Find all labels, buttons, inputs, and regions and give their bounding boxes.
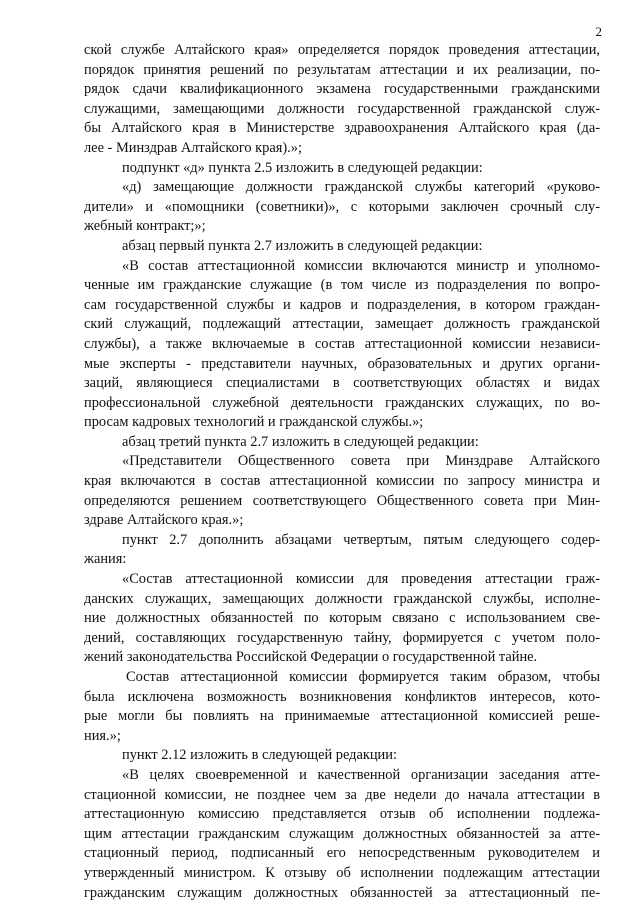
text-line: гражданским служащим должностных обязанностей за аттестационный пе- — [84, 884, 600, 901]
text-line: жений законодательства Российской Федерации о государственной тайне. — [84, 649, 538, 666]
text-line: определяются решением соответствующего Общественного совета при Мин- — [84, 492, 600, 509]
text-line: служащими, замещающими должности государственной гражданской служ- — [84, 100, 600, 117]
text-line: «Представители Общественного совета при Минздраве Алтайского — [122, 453, 600, 470]
text-line: здраве Алтайского края.»; — [84, 512, 244, 529]
text-line: жания: — [84, 551, 127, 568]
text-line: просам кадровых технологий и гражданской службы.»; — [84, 414, 424, 431]
text-line: бы Алтайского края в Министерстве здравоохранения Алтайского края (да- — [84, 120, 600, 137]
text-line: ченные им гражданские служащие (в том числе из подразделения по вопро- — [84, 277, 600, 294]
text-line: аттестационную комиссию представляется отзыв об исполнении подлежа- — [84, 806, 600, 823]
text-line: жебный контракт;»; — [84, 218, 206, 235]
text-line: ние должностных обязанностей по которым связано с использованием све- — [84, 610, 600, 627]
text-line: дений, составляющих государственную тайну, формируется с учетом поло- — [84, 629, 600, 646]
text-line: службы), а также включаемые в состав аттестационной комиссии независи- — [84, 335, 600, 352]
text-line: края включаются в состав аттестационной комиссии по запросу министра и — [84, 473, 600, 490]
text-line: «В состав аттестационной комиссии включаются министр и уполномо- — [122, 257, 600, 274]
text-line: стационной комиссии, не позднее чем за две недели до начала аттестации в — [84, 786, 600, 803]
text-line: «д) замещающие должности гражданской службы категорий «руково- — [122, 179, 600, 196]
text-line: рые могли бы повлиять на принимаемые аттестационной комиссией реше- — [84, 708, 600, 725]
text-line: сам государственной службы и кадров и подразделения, в котором граждан- — [84, 296, 600, 313]
text-line: данских служащих, замещающих должности гражданской службы, исполне- — [84, 590, 600, 607]
text-line: стационный период, подписанный его непосредственным руководителем и — [84, 845, 600, 862]
body-text — [84, 41, 600, 903]
text-line: рядок сдачи квалификационного экзамена государственными гражданскими — [84, 81, 600, 98]
text-line: лее - Минздрав Алтайского края).»; — [84, 139, 302, 156]
text-line: «Состав аттестационной комиссии для проведения аттестации граж- — [122, 571, 600, 588]
text-line: пункт 2.12 изложить в следующей редакции: — [122, 747, 397, 764]
text-line: подпункт «д» пункта 2.5 изложить в следующей редакции: — [122, 159, 483, 176]
text-line: дители» и «помощники (советники)», с которыми заключен срочный слу- — [84, 198, 600, 215]
text-line: «В целях своевременной и качественной организации заседания атте- — [122, 766, 600, 783]
text-line: утвержденный министром. К отзыву об исполнении подлежащим аттестации — [84, 864, 600, 881]
page-number: 2 — [595, 24, 602, 39]
text-line: порядок принятия решений по результатам аттестации и их реализации, по- — [84, 61, 600, 78]
text-line: ской службе Алтайского края» определяется порядок проведения аттестации, — [84, 42, 600, 58]
text-line: ский служащий, подлежащий аттестации, замещает должность гражданской — [84, 316, 600, 333]
text-line: заций, являющиеся специалистами в соответствующих областях и видах — [84, 375, 600, 392]
text-line: абзац первый пункта 2.7 изложить в следующей редакции: — [122, 237, 483, 254]
text-line: мые эксперты - представители научных, образовательных и других органи- — [84, 355, 600, 372]
text-line: профессиональной служебной деятельности гражданских служащих, по во- — [84, 394, 600, 411]
text-line: пункт 2.7 дополнить абзацами четвертым, пятым следующего содер- — [122, 531, 600, 548]
text-line: была исключена возможность возникновения конфликтов интересов, кото- — [84, 688, 600, 705]
text-line: ния.»; — [84, 727, 121, 744]
text-line: щим аттестации гражданским служащим должностных обязанностей за атте- — [84, 825, 600, 842]
text-line: абзац третий пункта 2.7 изложить в следующей редакции: — [122, 433, 479, 450]
text-line: Состав аттестационной комиссии формируется таким образом, чтобы — [126, 669, 600, 685]
